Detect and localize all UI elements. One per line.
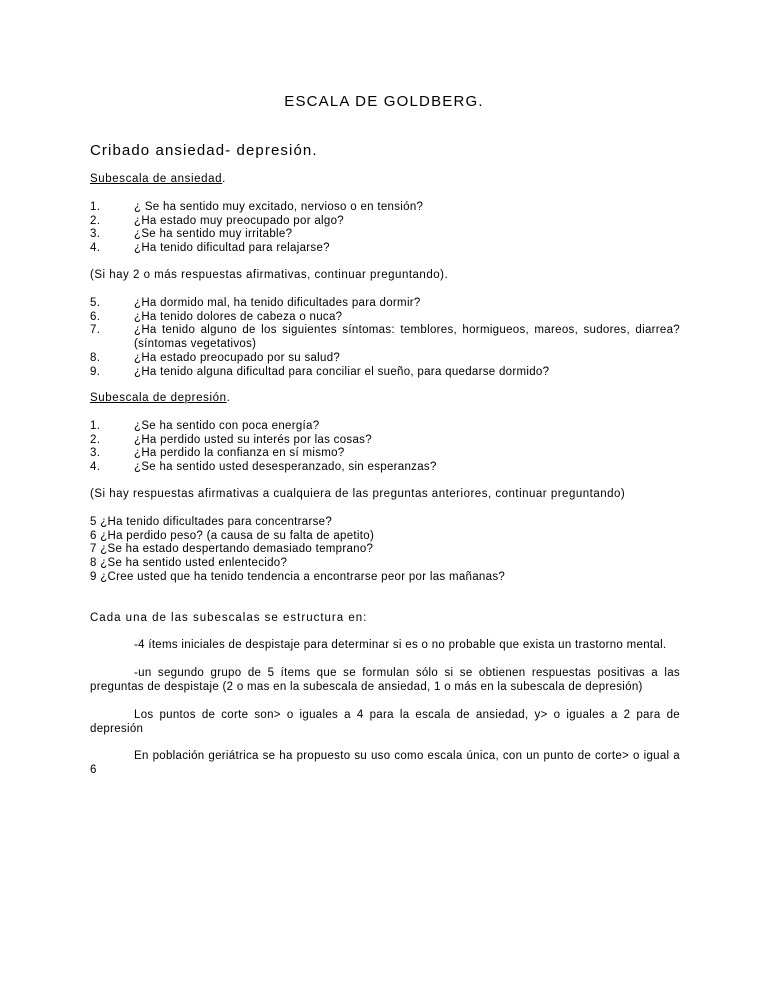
item-text: ¿Ha tenido dolores de cabeza o nuca? <box>134 310 343 323</box>
anxiety-heading: Subescala de ansiedad. <box>90 173 226 185</box>
item-text: ¿Se ha sentido usted desesperanzado, sin esperanzas? <box>134 461 437 474</box>
list-item: 5 ¿Ha tenido dificultades para concentrarse? <box>90 516 333 528</box>
list-item <box>90 324 680 351</box>
item-number: 2. <box>90 433 101 446</box>
list-item: 8 ¿Se ha sentido usted enlentecido? <box>90 557 288 570</box>
item-number: 4. <box>90 242 101 255</box>
list-item <box>90 242 680 256</box>
item-text: ¿ Se ha sentido muy excitado, nervioso o en tensión? <box>134 201 424 213</box>
list-item <box>90 352 680 366</box>
list-item: 6 ¿Ha perdido peso? (a causa de su falta de apetito) <box>90 529 375 542</box>
anxiety-list-a <box>90 201 680 256</box>
item-text: ¿Ha estado muy preocupado por algo? <box>134 214 344 227</box>
item-number: 5. <box>90 297 101 309</box>
item-number: 3. <box>90 447 101 460</box>
item-number: 3. <box>90 228 101 241</box>
item-text: ¿Ha tenido alguno de los siguientes síntomas: temblores, hormigueos, mareos, sudores, diarrea? (síntomas vegetativos) <box>134 324 680 351</box>
depression-heading-text: Subescala de depresión <box>90 392 227 404</box>
item-text: ¿Ha estado preocupado por su salud? <box>134 351 341 364</box>
list-item <box>90 297 680 311</box>
item-number: 7. <box>90 324 101 337</box>
item-text: ¿Ha tenido dificultad para relajarse? <box>134 242 330 255</box>
structure-paragraph-3: Los puntos de corte son> o iguales a 4 para la escala de ansiedad, y> o iguales a 2 para de depresión <box>90 709 680 735</box>
item-number: 1. <box>90 201 101 213</box>
list-item <box>90 447 680 461</box>
list-item: 7 ¿Se ha estado despertando demasiado temprano? <box>90 543 374 556</box>
anxiety-list-b <box>90 297 680 379</box>
item-text: ¿Ha tenido alguna dificultad para conciliar el sueño, para quedarse dormido? <box>134 365 550 378</box>
page-title: ESCALA DE GOLDBERG. <box>284 93 484 110</box>
item-number: 6. <box>90 310 101 323</box>
list-item <box>90 215 680 229</box>
depression-list-b <box>90 516 680 585</box>
list-item <box>90 434 680 448</box>
anxiety-note: (Si hay 2 o más respuestas afirmativas, continuar preguntando). <box>90 269 449 281</box>
structure-paragraph-1: -4 ítems iniciales de despistaje para determinar si es o no probable que exista un trastorno mental. <box>134 639 667 651</box>
structure-paragraph-2: -un segundo grupo de 5 ítems que se formulan sólo si se obtienen respuestas positivas a las preguntas de despistaje (2 o mas en la subescala de ansiedad, 1 o más en la subescala de depresión) <box>90 667 680 693</box>
list-item <box>90 420 680 434</box>
list-item <box>90 201 680 215</box>
depression-list-a <box>90 420 680 475</box>
item-text: ¿Ha perdido la confianza en sí mismo? <box>134 447 345 460</box>
item-number: 1. <box>90 420 101 432</box>
item-text: ¿Se ha sentido con poca energía? <box>134 420 320 432</box>
item-number: 8. <box>90 351 101 364</box>
depression-note: (Si hay respuestas afirmativas a cualquiera de las preguntas anteriores, continuar preguntando) <box>90 488 626 500</box>
item-text: ¿Se ha sentido muy irritable? <box>134 228 293 241</box>
item-text: ¿Ha dormido mal, ha tenido dificultades para dormir? <box>134 297 421 309</box>
depression-heading: Subescala de depresión. <box>90 392 231 404</box>
structure-paragraph-4: En población geriátrica se ha propuesto su uso como escala única, con un punto de corte> o igual a 6 <box>90 750 680 776</box>
subtitle: Cribado ansiedad- depresión. <box>90 142 318 159</box>
item-number: 9. <box>90 365 101 378</box>
list-item <box>90 461 680 475</box>
item-number: 2. <box>90 214 101 227</box>
list-item: 9 ¿Cree usted que ha tenido tendencia a encontrarse peor por las mañanas? <box>90 570 506 583</box>
item-text: ¿Ha perdido usted su interés por las cosas? <box>134 433 372 446</box>
anxiety-heading-text: Subescala de ansiedad <box>90 173 223 185</box>
list-item <box>90 366 680 380</box>
list-item <box>90 228 680 242</box>
structure-heading: Cada una de las subescalas se estructura en: <box>90 612 368 624</box>
list-item <box>90 311 680 325</box>
item-number: 4. <box>90 461 101 474</box>
